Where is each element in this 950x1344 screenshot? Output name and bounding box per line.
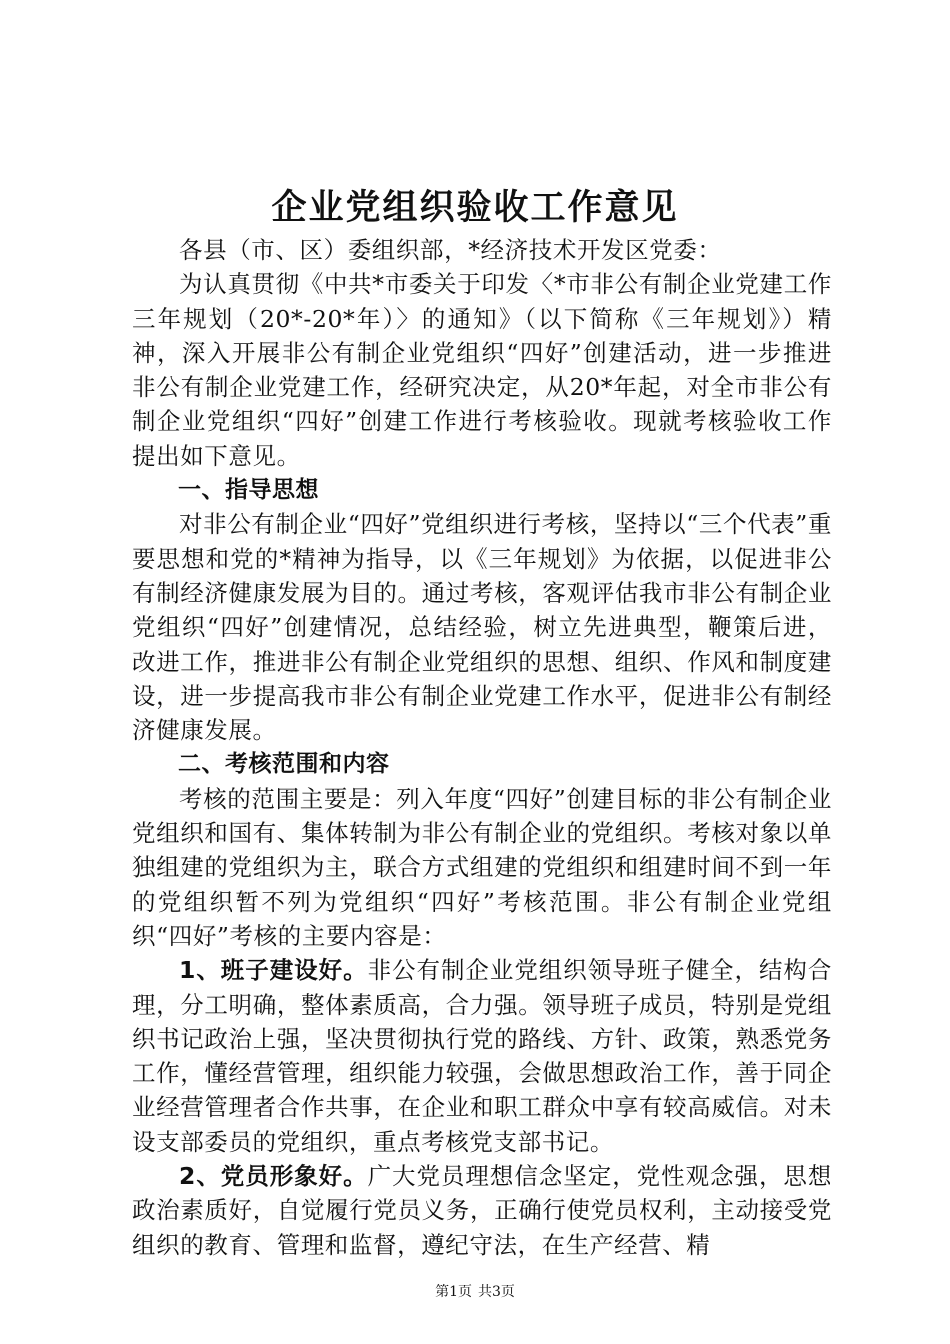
list-item-text: 非公有制企业党组织领导班子健全，结构合理，分工明确，整体素质高，合力强。领导班子成员，特别是党组织书记政治上强，坚决贯彻执行党的路线、方针、政策，熟悉党务工作，懂经营管理，组织能力较强，会做思想政治工作，善于同企业经营管理者合作共事，在企业和职工群众中享有较高威信。对未设支部委员的党组织，重点考核党支部书记。 (132, 956, 832, 1156)
list-item-title: 1、班子建设好。 (179, 956, 368, 985)
page-number: 第1页 (435, 1284, 472, 1300)
intro-paragraph: 为认真贯彻《中共*市委关于印发〈*市非公有制企业党建工作三年规划（20*-20*年）〉的通知》（以下简称《三年规划》）精神，深入开展非公有制企业党组织“四好”创建活动，进一步推进非公有制企业党建工作，经研究决定，从20*年起，对全市非公有制企业党组织“四好”创建工作进行考核验收。现就考核验收工作提出如下意见。 (132, 270, 832, 470)
section-paragraph-guiding-ideology: 对非公有制企业“四好”党组织进行考核，坚持以“三个代表”重要思想和党的*精神为指导，以《三年规划》为依据，以促进非公有制经济健康发展为目的。通过考核，客观评估我市非公有制企业党组织“四好”创建情况，总结经验，树立先进典型，鞭策后进，改进工作，推进非公有制企业党组织的思想、组织、作风和制度建设，进一步提高我市非公有制企业党建工作水平，促进非公有制经济健康发展。 (132, 510, 832, 745)
page-total: 共3页 (478, 1284, 515, 1300)
page-footer (0, 1282, 950, 1302)
list-item-text: 广大党员理想信念坚定，党性观念强，思想政治素质好，自觉履行党员义务，正确行使党员权利，主动接受党组织的教育、管理和监督，遵纪守法，在生产经营、精 (132, 1162, 832, 1259)
section-heading-guiding-ideology: 一、指导思想 (178, 477, 319, 504)
section-heading-scope-content: 二、考核范围和内容 (178, 751, 390, 778)
salutation: 各县（市、区）委组织部，*经济技术开发区党委： (179, 236, 722, 264)
section-paragraph-scope-content: 考核的范围主要是：列入年度“四好”创建目标的非公有制企业党组织和国有、集体转制为非公有制企业的党组织。考核对象以单独组建的党组织为主，联合方式组建的党组织和组建时间不到一年的党组织暂不列为党组织“四好”考核范围。非公有制企业党组织“四好”考核的主要内容是： (132, 784, 832, 950)
list-item-title: 2、党员形象好。 (179, 1162, 368, 1191)
document-body (132, 233, 832, 1262)
list-item-team-building (132, 953, 832, 1159)
document-title: 企业党组织验收工作意见 (271, 187, 679, 228)
list-item-member-image (132, 1159, 832, 1262)
